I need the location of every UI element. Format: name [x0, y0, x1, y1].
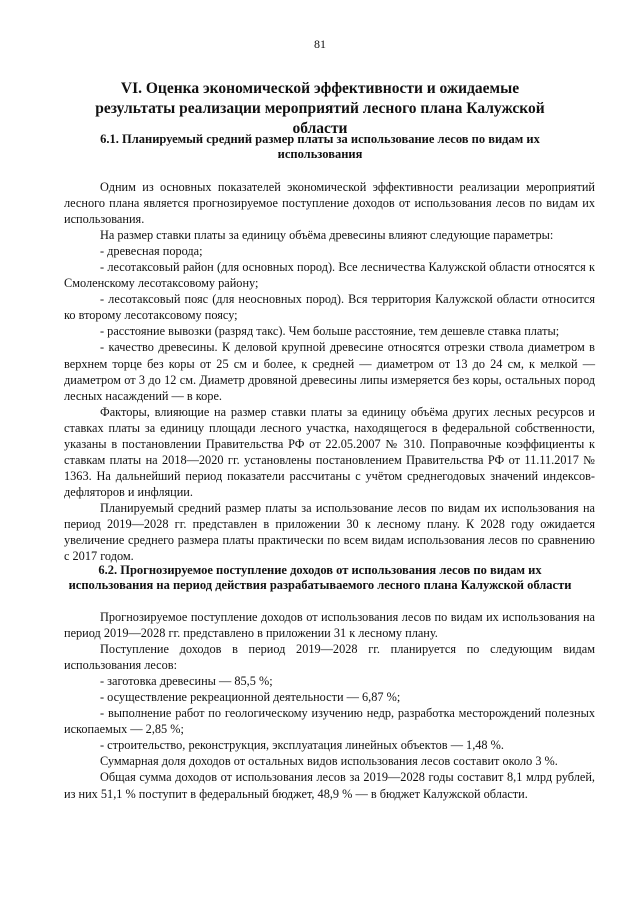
paragraph: На размер ставки платы за единицу объёма древесины влияют следующие параметры:	[100, 228, 554, 243]
list-item: - лесотаксовый район (для основных пород). Все лесничества Калужской области относятся к Смоленскому лесотаксовому району;	[64, 260, 595, 291]
page-number: 81	[314, 37, 326, 51]
list-item: - заготовка древесины — 85,5 %;	[100, 674, 273, 689]
paragraph: Поступление доходов в период 2019—2028 гг. планируется по следующим видам использования лесов:	[64, 642, 595, 673]
paragraph: Общая сумма доходов от использования лесов за 2019—2028 годы составит 8,1 млрд рублей, из них 51,1 % поступит в федеральный бюджет, 48,9 % — в бюджет Калужской области.	[64, 770, 595, 801]
paragraph: Одним из основных показателей экономической эффективности реализации мероприятий лесного плана является прогнозируемое поступление доходов от использования лесов по видам их использования.	[64, 180, 595, 227]
section-6-1-body	[64, 179, 595, 564]
list-item: - строительство, реконструкция, эксплуатация линейных объектов — 1,48 %.	[100, 738, 504, 753]
paragraph: Прогнозируемое поступление доходов от использования лесов по видам их использования на период 2019—2028 гг. представлено в приложении 31 к лесному плану.	[64, 610, 595, 641]
section-6-2-title: 6.2. Прогнозируемое поступление доходов от использования лесов по видам их использования на период действия разрабатываемого лесного плана Калужской области	[68, 563, 572, 592]
section-6-2-body	[64, 609, 595, 802]
list-item: - расстояние вывозки (разряд такс). Чем больше расстояние, тем дешевле ставка платы;	[100, 324, 560, 339]
list-item: - выполнение работ по геологическому изучению недр, разработка месторождений полезных ископаемых — 2,85 %;	[64, 706, 595, 737]
paragraph: Факторы, влияющие на размер ставки платы за единицу объёма других лесных ресурсов и ставках платы за единицу площади лесного участка, находящегося в федеральной собственности, указаны в постановлении Правительства РФ от 22.05.2007 № 310. Поправочные коэффициенты к ставкам платы на 2018—2020 гг. установлены постановлением Правительства РФ от 11.11.2017 № 1363. На дальнейший период показатели рассчитаны с учётом среднегодовых значений индексов-дефляторов и инфляции.	[64, 404, 595, 499]
list-item: - лесотаксовый пояс (для неосновных пород). Вся территория Калужской области относится ко второму лесотаксовому поясу;	[64, 292, 595, 323]
list-item: - качество древесины. К деловой крупной древесине относятся отрезки ствола диаметром в верхнем торце без коры от 25 см и более, к средней — диаметром от 13 до 24 см, к мелкой — диаметром от 3 до 12 см. Диаметр дровяной древесины липы измеряется без коры, остальных пород лесных насаждений — в коре.	[64, 340, 595, 403]
section-6-1-title: 6.1. Планируемый средний размер платы за использование лесов по видам их использования	[100, 132, 540, 161]
paragraph: Планируемый средний размер платы за использование лесов по видам их использования на период 2019—2028 гг. представлен в приложении 30 к лесному плану. К 2028 году ожидается увеличение среднего размера платы практически по всем видам использования лесов по сравнению с 2017 годом.	[64, 500, 595, 564]
chapter-title: VI. Оценка экономической эффективности и ожидаемые результаты реализации мероприятий лесного плана Калужской области	[95, 80, 545, 137]
list-item: - древесная порода;	[100, 244, 203, 259]
list-item: - осуществление рекреационной деятельности — 6,87 %;	[100, 690, 401, 705]
paragraph: Суммарная доля доходов от остальных видов использования лесов составит около 3 %.	[100, 754, 558, 769]
